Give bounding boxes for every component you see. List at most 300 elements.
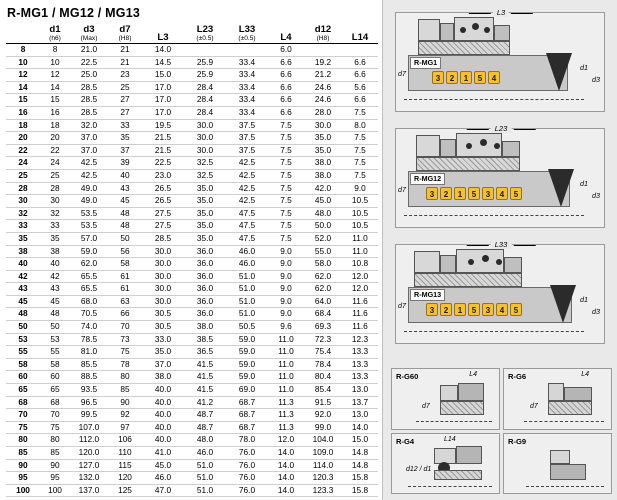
cone-tip	[550, 285, 576, 323]
part-callouts	[426, 187, 522, 200]
row-size-cell: 80	[6, 434, 40, 447]
specification-table	[6, 24, 378, 497]
table-cell: 48.7	[184, 409, 226, 422]
table-cell: 14.0	[142, 44, 184, 57]
part-callouts	[432, 71, 500, 84]
table-row	[6, 295, 378, 308]
table-cell: 37.5	[226, 132, 268, 145]
table-cell: 41.0	[142, 447, 184, 460]
table-row	[6, 119, 378, 132]
col-head-l14: L14	[342, 24, 378, 44]
table-cell: 15.8	[342, 472, 378, 485]
table-cell: 12.0	[342, 270, 378, 283]
row-size-cell: 15	[6, 94, 40, 107]
table-cell: 14.5	[142, 56, 184, 69]
table-row	[6, 207, 378, 220]
table-cell: 41.2	[184, 396, 226, 409]
figure-label: R-MG13	[410, 289, 445, 301]
table-cell: 125	[108, 484, 142, 497]
table-cell: 10	[40, 56, 70, 69]
table-cell: 65.5	[70, 270, 108, 283]
dim-l4-label: L4	[469, 371, 477, 378]
col-head-l3: L3	[142, 24, 184, 44]
table-cell: 6.6	[268, 81, 304, 94]
table-cell: 53.5	[70, 220, 108, 233]
table-cell: 12.3	[342, 333, 378, 346]
table-cell: 11.3	[268, 421, 304, 434]
figure-label: R-MG12	[410, 173, 445, 185]
seal-body	[418, 41, 510, 55]
table-cell: 64.0	[304, 295, 342, 308]
table-cell: 13.3	[342, 371, 378, 384]
table-cell: 6.6	[268, 69, 304, 82]
dim-l23-label: L23	[491, 124, 512, 133]
table-row	[6, 308, 378, 321]
table-cell: 22.5	[142, 157, 184, 170]
table-cell: 33.4	[226, 69, 268, 82]
table-cell: 42	[40, 270, 70, 283]
table-cell: 38.0	[304, 157, 342, 170]
table-row	[6, 258, 378, 271]
table-cell: 51.0	[226, 270, 268, 283]
housing-part	[440, 255, 456, 273]
figure-r-mg1	[391, 6, 611, 118]
table-cell: 36.0	[184, 308, 226, 321]
callout: 1	[454, 187, 466, 200]
callout: 4	[496, 187, 508, 200]
table-cell: 28.4	[184, 94, 226, 107]
table-cell: 46.0	[142, 472, 184, 485]
table-cell: 17.0	[142, 81, 184, 94]
row-size-cell: 90	[6, 459, 40, 472]
table-cell: 30.0	[142, 245, 184, 258]
table-cell: 23.0	[142, 169, 184, 182]
table-cell: 48	[40, 308, 70, 321]
table-cell: 137.0	[70, 484, 108, 497]
table-row	[6, 220, 378, 233]
col-head-l4: L4	[268, 24, 304, 44]
table-cell: 97	[108, 421, 142, 434]
callout: 2	[440, 187, 452, 200]
center-axis	[524, 421, 604, 422]
table-cell: 114.0	[304, 459, 342, 472]
col-head-d12: d12 (H8)	[304, 24, 342, 44]
table-cell: 6.6	[342, 94, 378, 107]
table-cell: 69.3	[304, 321, 342, 334]
table-cell: 35.0	[304, 144, 342, 157]
table-cell: 27	[108, 106, 142, 119]
table-cell: 14.8	[342, 447, 378, 460]
table-cell: 37	[108, 144, 142, 157]
table-cell: 45	[40, 295, 70, 308]
figure-label: R-MG1	[410, 57, 441, 69]
table-cell: 65	[40, 384, 70, 397]
row-size-cell: 32	[6, 207, 40, 220]
table-cell: 42.5	[226, 169, 268, 182]
table-cell: 33	[108, 119, 142, 132]
table-row	[6, 346, 378, 359]
figure-r-g9	[503, 433, 612, 495]
table-cell: 11.0	[342, 245, 378, 258]
table-cell: 21.2	[304, 69, 342, 82]
table-cell: 40	[40, 258, 70, 271]
table-cell: 35.0	[184, 220, 226, 233]
table-cell: 12.0	[268, 434, 304, 447]
table-row	[6, 169, 378, 182]
seal-part	[550, 464, 586, 480]
table-cell: 91.5	[304, 396, 342, 409]
table-cell: 81.0	[70, 346, 108, 359]
figure-frame	[395, 244, 605, 344]
table-cell: 50	[108, 232, 142, 245]
table-row	[6, 195, 378, 208]
row-size-cell: 10	[6, 56, 40, 69]
table-cell: 78.4	[304, 358, 342, 371]
table-cell: 45	[108, 195, 142, 208]
table-cell: 106	[108, 434, 142, 447]
table-row	[6, 283, 378, 296]
table-cell: 35	[108, 132, 142, 145]
table-cell: 38.0	[184, 321, 226, 334]
table-cell: 15	[40, 94, 70, 107]
seal-body	[440, 401, 484, 415]
row-size-cell: 14	[6, 81, 40, 94]
table-cell: 46.0	[226, 245, 268, 258]
row-size-cell: 22	[6, 144, 40, 157]
dim-d7-label: d7	[398, 69, 406, 78]
table-cell: 73	[108, 333, 142, 346]
table-cell: 76.0	[226, 472, 268, 485]
table-cell: 15.0	[342, 434, 378, 447]
table-cell: 62.0	[70, 258, 108, 271]
spring-detail	[484, 27, 490, 33]
table-cell: 28	[40, 182, 70, 195]
callout: 3	[432, 71, 444, 84]
table-cell: 11.3	[268, 396, 304, 409]
table-cell: 36.0	[184, 258, 226, 271]
table-cell: 52.0	[304, 232, 342, 245]
table-row	[6, 182, 378, 195]
table-cell: 22.5	[70, 56, 108, 69]
callout: 3	[426, 303, 438, 316]
table-cell	[226, 44, 268, 57]
table-cell: 35.0	[304, 132, 342, 145]
table-cell: 32.0	[70, 119, 108, 132]
table-row	[6, 69, 378, 82]
table-cell: 19.2	[304, 56, 342, 69]
table-cell: 7.5	[268, 232, 304, 245]
table-cell: 35.0	[184, 195, 226, 208]
table-cell: 51.0	[184, 484, 226, 497]
table-cell: 61	[108, 283, 142, 296]
table-cell: 22	[40, 144, 70, 157]
table-cell: 85	[108, 384, 142, 397]
table-cell: 11.0	[268, 384, 304, 397]
table-cell: 14.0	[268, 459, 304, 472]
table-cell: 30.0	[142, 283, 184, 296]
table-cell: 30.0	[304, 119, 342, 132]
figure-frame	[395, 128, 605, 228]
table-cell: 56	[108, 245, 142, 258]
table-cell: 112.0	[70, 434, 108, 447]
table-cell: 59.0	[226, 333, 268, 346]
table-cell: 61	[108, 270, 142, 283]
table-cell: 93.5	[70, 384, 108, 397]
table-cell: 30.0	[142, 258, 184, 271]
callout: 1	[454, 303, 466, 316]
table-cell: 37.0	[70, 132, 108, 145]
callout: 2	[446, 71, 458, 84]
table-cell: 40	[108, 169, 142, 182]
figure-r-mg12	[391, 122, 611, 234]
table-cell: 68.7	[226, 421, 268, 434]
table-cell: 72.3	[304, 333, 342, 346]
table-cell: 90	[108, 396, 142, 409]
table-cell: 21.5	[142, 144, 184, 157]
table-cell: 59.0	[226, 346, 268, 359]
table-cell: 28.4	[184, 106, 226, 119]
table-cell: 69.0	[226, 384, 268, 397]
table-cell: 10.8	[342, 258, 378, 271]
table-cell: 27.5	[142, 207, 184, 220]
table-cell: 28.5	[70, 81, 108, 94]
table-row	[6, 409, 378, 422]
table-cell: 58	[40, 358, 70, 371]
table-cell: 9.0	[268, 295, 304, 308]
table-cell: 74.0	[70, 321, 108, 334]
table-cell: 9.0	[268, 258, 304, 271]
table-cell: 48	[108, 207, 142, 220]
table-cell: 6.0	[268, 44, 304, 57]
row-size-cell: 28	[6, 182, 40, 195]
spring-detail	[494, 143, 500, 149]
table-row	[6, 484, 378, 497]
table-cell: 40.0	[142, 421, 184, 434]
table-cell: 53	[40, 333, 70, 346]
table-cell: 51.0	[184, 459, 226, 472]
table-cell: 63	[108, 295, 142, 308]
row-size-cell: 68	[6, 396, 40, 409]
dim-d7-label: d7	[422, 403, 430, 410]
table-cell: 68.7	[226, 409, 268, 422]
table-row	[6, 144, 378, 157]
table-cell: 7.5	[342, 157, 378, 170]
row-size-cell: 16	[6, 106, 40, 119]
table-cell: 70	[40, 409, 70, 422]
part-callouts	[426, 303, 522, 316]
table-cell: 45.0	[142, 459, 184, 472]
table-cell: 35.0	[184, 232, 226, 245]
table-row	[6, 371, 378, 384]
table-cell: 36.0	[184, 283, 226, 296]
table-cell: 75	[40, 421, 70, 434]
drawings-panel	[382, 0, 617, 500]
table-cell: 10.5	[342, 195, 378, 208]
table-cell: 57.0	[70, 232, 108, 245]
table-cell: 40.0	[142, 384, 184, 397]
table-cell: 25.0	[70, 69, 108, 82]
housing-part	[504, 257, 522, 273]
table-cell: 11.3	[268, 409, 304, 422]
table-cell: 14	[40, 81, 70, 94]
table-cell: 76.0	[226, 447, 268, 460]
row-size-cell: 75	[6, 421, 40, 434]
col-head-d1: d1 (h6)	[40, 24, 70, 44]
table-cell: 33.4	[226, 81, 268, 94]
spring-detail	[472, 23, 479, 30]
table-row	[6, 106, 378, 119]
table-cell: 120	[108, 472, 142, 485]
callout: 1	[460, 71, 472, 84]
table-cell: 43	[108, 182, 142, 195]
table-cell: 10.5	[342, 207, 378, 220]
table-row	[6, 232, 378, 245]
table-cell: 21.5	[142, 132, 184, 145]
table-cell: 24.6	[304, 94, 342, 107]
dim-d7-label: d7	[398, 301, 406, 310]
table-cell: 36.0	[184, 270, 226, 283]
table-row	[6, 245, 378, 258]
table-cell: 115	[108, 459, 142, 472]
table-cell: 18	[40, 119, 70, 132]
table-cell: 13.7	[342, 396, 378, 409]
table-cell: 7.5	[268, 132, 304, 145]
figure-label: R-G6	[508, 372, 527, 381]
housing-part	[440, 23, 454, 41]
table-cell: 47.0	[142, 484, 184, 497]
table-cell: 7.5	[268, 182, 304, 195]
table-cell: 70.5	[70, 308, 108, 321]
table-cell: 13.0	[342, 384, 378, 397]
table-row	[6, 421, 378, 434]
row-size-cell: 70	[6, 409, 40, 422]
table-cell: 11.0	[268, 358, 304, 371]
table-cell: 14.0	[268, 472, 304, 485]
table-cell: 78.0	[226, 434, 268, 447]
figure-r-g60	[391, 368, 500, 430]
row-size-cell: 95	[6, 472, 40, 485]
housing-part	[502, 141, 520, 157]
callout: 2	[440, 303, 452, 316]
dim-d7-label: d7	[530, 403, 538, 410]
table-cell: 123.3	[304, 484, 342, 497]
table-cell: 132.0	[70, 472, 108, 485]
table-cell: 75.4	[304, 346, 342, 359]
col-head-index	[6, 24, 40, 44]
spring-detail	[496, 259, 502, 265]
row-size-cell: 35	[6, 232, 40, 245]
table-cell: 12	[40, 69, 70, 82]
row-size-cell: 18	[6, 119, 40, 132]
table-cell: 11.0	[268, 346, 304, 359]
table-cell: 36.0	[184, 295, 226, 308]
table-cell: 68.0	[70, 295, 108, 308]
seal-part	[564, 387, 592, 401]
table-cell: 19.5	[142, 119, 184, 132]
table-cell: 25.9	[184, 69, 226, 82]
dim-l33-label: L33	[491, 240, 512, 249]
table-cell: 30.0	[142, 295, 184, 308]
table-cell: 28.5	[142, 232, 184, 245]
row-size-cell: 38	[6, 245, 40, 258]
table-cell: 53.5	[70, 207, 108, 220]
table-cell: 99.0	[304, 421, 342, 434]
figure-r-g4	[391, 433, 500, 495]
figure-frame	[395, 12, 605, 112]
table-cell: 30.0	[142, 270, 184, 283]
table-cell: 9.0	[342, 182, 378, 195]
table-cell: 80	[108, 371, 142, 384]
center-axis	[404, 331, 584, 332]
table-cell: 7.5	[268, 157, 304, 170]
table-cell: 33.0	[142, 333, 184, 346]
table-cell: 13.3	[342, 346, 378, 359]
callout: 5	[510, 187, 522, 200]
table-cell: 46.0	[184, 447, 226, 460]
table-cell: 7.5	[268, 220, 304, 233]
table-cell: 88.5	[70, 371, 108, 384]
row-size-cell: 100	[6, 484, 40, 497]
table-cell: 25.9	[184, 56, 226, 69]
center-axis	[526, 486, 604, 487]
table-cell: 9.6	[268, 321, 304, 334]
table-row	[6, 132, 378, 145]
housing-part	[494, 25, 510, 41]
table-cell: 99.5	[70, 409, 108, 422]
table-cell: 38	[40, 245, 70, 258]
table-cell: 16	[40, 106, 70, 119]
row-size-cell: 8	[6, 44, 40, 57]
table-cell: 33.4	[226, 106, 268, 119]
table-cell: 51.0	[226, 295, 268, 308]
table-cell: 48	[108, 220, 142, 233]
table-cell: 11.0	[342, 232, 378, 245]
table-cell: 35.0	[184, 182, 226, 195]
table-cell: 8	[40, 44, 70, 57]
table-cell: 35.0	[142, 346, 184, 359]
dim-d12-d1-label: d12 / d1	[406, 465, 432, 473]
seal-part	[548, 383, 564, 401]
table-cell: 27	[108, 94, 142, 107]
table-cell: 120.3	[304, 472, 342, 485]
table-cell: 6.6	[268, 106, 304, 119]
figure-r-mg13	[391, 238, 611, 350]
table-cell: 68.7	[226, 396, 268, 409]
small-figures-grid	[391, 368, 612, 494]
table-cell: 80.4	[304, 371, 342, 384]
table-cell: 14.8	[342, 459, 378, 472]
table-cell: 45.0	[304, 195, 342, 208]
dim-l3-label: L3	[493, 8, 509, 17]
col-head-l23: L23 (±0.5)	[184, 24, 226, 44]
table-cell: 39	[108, 157, 142, 170]
table-cell: 85.5	[70, 358, 108, 371]
table-cell: 11.0	[268, 333, 304, 346]
callout: 4	[488, 71, 500, 84]
callout: 5	[468, 303, 480, 316]
table-cell: 51.0	[226, 283, 268, 296]
table-cell: 59.0	[226, 371, 268, 384]
table-cell: 41.5	[184, 384, 226, 397]
table-cell: 78	[108, 358, 142, 371]
table-cell: 58	[108, 258, 142, 271]
table-cell: 7.5	[342, 144, 378, 157]
table-cell: 36.5	[184, 346, 226, 359]
table-cell: 127.0	[70, 459, 108, 472]
table-cell: 90	[40, 459, 70, 472]
table-cell: 5.6	[342, 81, 378, 94]
table-cell: 58.0	[304, 258, 342, 271]
